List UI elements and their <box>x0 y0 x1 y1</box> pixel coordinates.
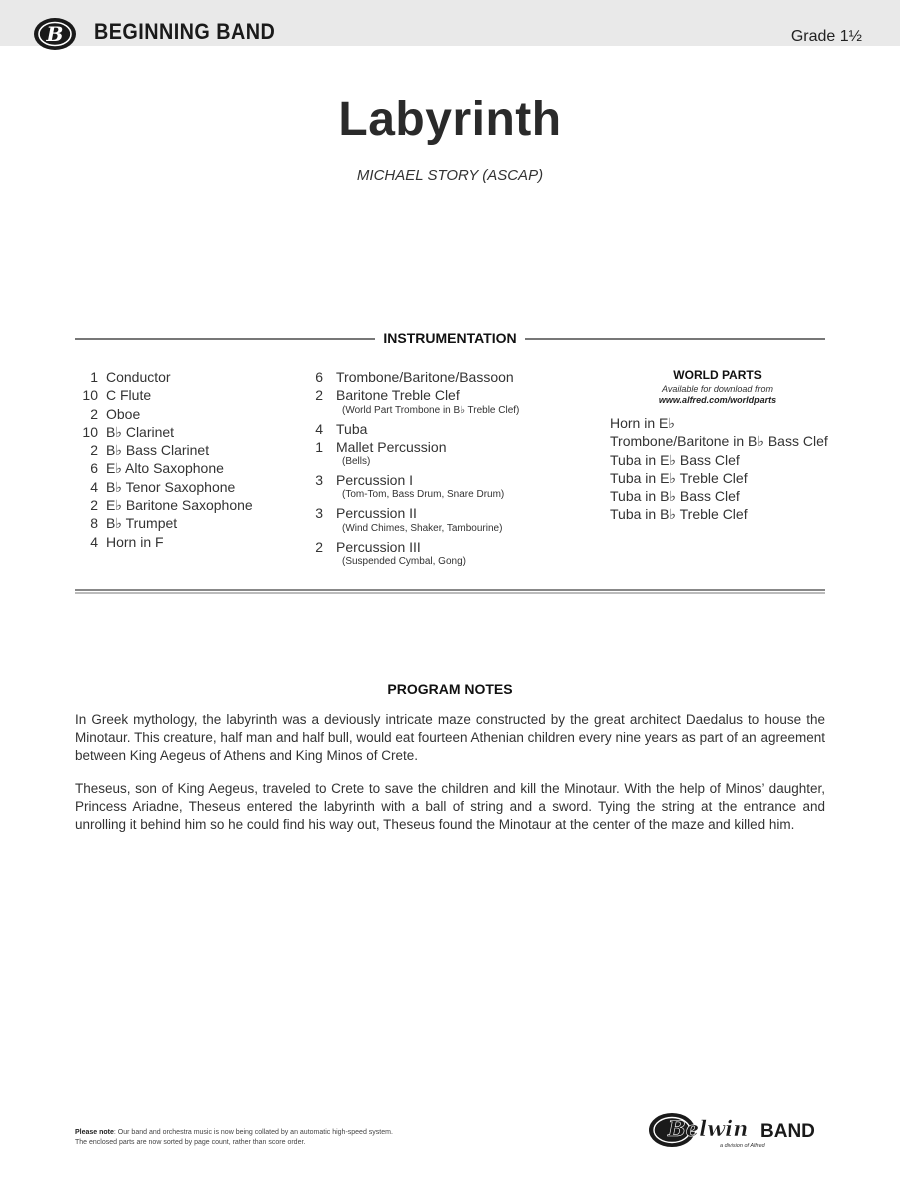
please-note-label: Please note <box>75 1129 114 1136</box>
world-parts-title: WORLD PARTS <box>673 368 762 382</box>
world-parts-list <box>610 414 828 524</box>
instrument-row <box>74 423 253 441</box>
instrument-count: 2 <box>90 405 98 422</box>
instrument-name: Tuba <box>336 420 368 437</box>
instrument-count: 3 <box>315 472 323 489</box>
instrument-count: 10 <box>82 387 98 404</box>
instrument-note: (Bells) <box>342 456 371 468</box>
instrument-list-col2 <box>310 368 519 571</box>
world-part-item: Tuba in B♭ Bass Clef <box>610 488 740 505</box>
instrument-count: 3 <box>315 505 323 522</box>
instrument-count: 10 <box>82 423 98 440</box>
instrument-note: (Suspended Cymbal, Gong) <box>342 556 466 568</box>
instrument-count: 4 <box>90 533 98 550</box>
instrument-row <box>310 438 519 456</box>
instrument-name: E♭ Alto Saxophone <box>106 460 224 477</box>
instrument-row <box>310 538 519 556</box>
program-notes-paragraph-2: Theseus, son of King Aegeus, traveled to Crete to save the children and kill the Minotaur. With the help of Minos’ daughter, Princess Ariadne, Theseus entered the labyrinth with a ball of string and a sword. Tying the string at the entrance and unrolling it behind him so he could find his way out, Theseus found the Minotaur at the center of the maze and killed him. <box>75 781 825 832</box>
instrument-count: 8 <box>90 515 98 532</box>
world-part-item: Tuba in B♭ Treble Clef <box>610 506 748 523</box>
instrument-name: Percussion I <box>336 472 414 489</box>
instrument-name: B♭ Trumpet <box>106 515 178 532</box>
beginning-band-logo-icon <box>32 14 78 54</box>
instrument-count: 4 <box>315 420 323 437</box>
instrumentation-bottom-rule <box>75 589 825 591</box>
instrument-count: 6 <box>90 460 98 477</box>
belwin-wordmark: Belwin <box>668 1116 749 1141</box>
instrument-count: 4 <box>90 478 98 495</box>
composer-credit: MICHAEL STORY (ASCAP) <box>356 167 544 184</box>
instrument-count: 2 <box>90 442 98 459</box>
piece-title: Labyrinth <box>338 93 562 146</box>
collation-note <box>75 1128 393 1148</box>
instrument-row <box>310 504 519 522</box>
instrument-name: Percussion II <box>336 505 417 522</box>
grade-label: Grade 1½ <box>790 28 862 45</box>
instrument-row <box>310 368 519 386</box>
instrument-name: Conductor <box>106 369 171 385</box>
instrument-count: 2 <box>90 497 98 514</box>
program-notes-paragraph-1: In Greek mythology, the labyrinth was a deviously intricate maze constructed by the great architect Daedalus to house the Minotaur. This creature, half man and half bull, would eat fourteen Athenian children every nine years as part of an agreement between King Aegeus of Athens and King Minos of Crete. <box>75 712 825 763</box>
instrument-count: 1 <box>90 369 98 385</box>
belwin-division: a division of Alfred <box>720 1143 765 1149</box>
instrument-count: 2 <box>315 387 323 404</box>
instrument-name: Percussion III <box>336 538 421 555</box>
world-part-item: Horn in E♭ <box>610 415 675 431</box>
instrument-name: B♭ Tenor Saxophone <box>106 478 236 495</box>
instrument-note: (Wind Chimes, Shaker, Tambourine) <box>342 522 503 534</box>
instrument-row <box>74 459 253 477</box>
instrument-name: B♭ Bass Clarinet <box>106 442 210 459</box>
instrument-count: 2 <box>315 538 323 555</box>
instrument-row <box>310 471 519 489</box>
instrument-row <box>74 533 253 551</box>
instrument-row <box>74 405 253 423</box>
please-note-text: : Our band and orchestra music is now being collated by an automatic high-speed system. <box>113 1129 393 1136</box>
world-part-item: Trombone/Baritone in B♭ Bass Clef <box>610 433 828 450</box>
instrument-row <box>74 441 253 459</box>
world-parts-available: Available for download from <box>662 384 773 394</box>
belwin-band-logo <box>648 1110 828 1152</box>
series-brand: BEGINNING BAND <box>94 19 276 44</box>
instrument-name: Horn in F <box>106 533 164 550</box>
instrument-name: Baritone Treble Clef <box>336 387 460 404</box>
instrument-name: E♭ Baritone Saxophone <box>106 497 253 514</box>
instrument-name: Trombone/Baritone/Bassoon <box>336 369 514 385</box>
instrument-name: Mallet Percussion <box>336 438 447 455</box>
belwin-band-label: BAND <box>760 1121 815 1142</box>
instrument-row <box>74 386 253 404</box>
instrument-note: (Tom-Tom, Bass Drum, Snare Drum) <box>342 489 505 501</box>
world-parts-url[interactable]: www.alfred.com/worldparts <box>658 395 777 405</box>
program-notes-heading: PROGRAM NOTES <box>387 681 513 697</box>
instrument-count: 1 <box>315 438 323 455</box>
svg-text:B: B <box>46 22 64 46</box>
collation-note-line2: The enclosed parts are now sorted by page count, rather than score order. <box>75 1139 306 1146</box>
instrument-name: Oboe <box>106 405 141 422</box>
instrument-row <box>310 386 519 404</box>
instrument-name: C Flute <box>106 387 152 404</box>
world-part-item: Tuba in E♭ Treble Clef <box>610 469 748 486</box>
world-parts-box <box>610 368 828 524</box>
instrument-list-col1 <box>74 368 253 551</box>
header-bar <box>0 0 900 46</box>
instrument-count: 6 <box>315 369 323 385</box>
instrument-row <box>74 514 253 532</box>
instrument-note: (World Part Trombone in B♭ Treble Clef) <box>342 404 520 416</box>
instrumentation-heading: INSTRUMENTATION <box>0 330 900 346</box>
instrument-name: B♭ Clarinet <box>106 423 175 440</box>
world-part-item: Tuba in E♭ Bass Clef <box>610 451 740 468</box>
instrument-row <box>74 368 253 386</box>
instrument-row <box>310 420 519 438</box>
instrument-row <box>74 478 253 496</box>
instrument-row <box>74 496 253 514</box>
